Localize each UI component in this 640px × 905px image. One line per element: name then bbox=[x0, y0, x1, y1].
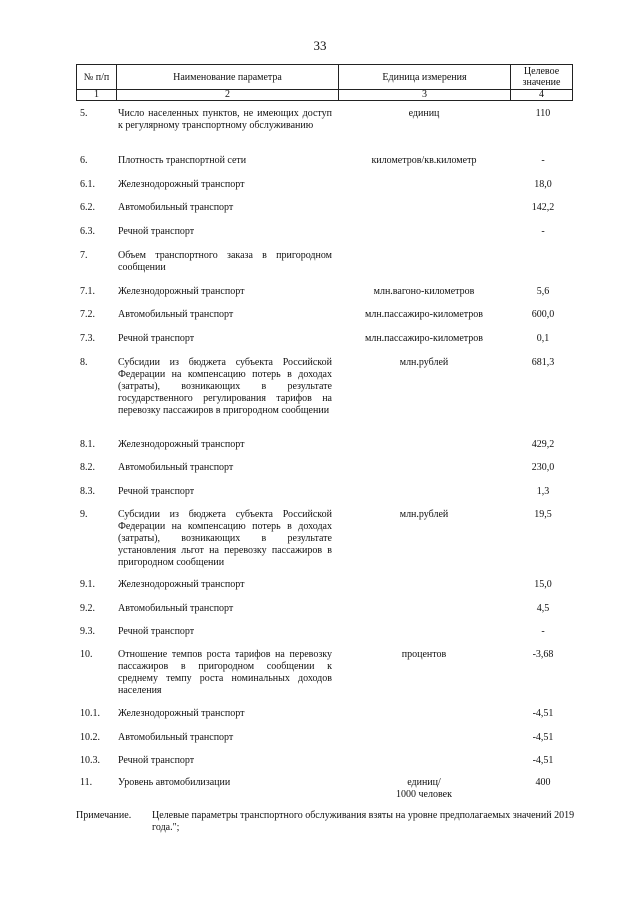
header-unit: Единица измерения bbox=[339, 65, 511, 90]
header-parameter: Наименование параметра bbox=[117, 65, 339, 90]
row-unit: километров/кв.километр bbox=[371, 155, 477, 166]
row-number: 9.2. bbox=[80, 603, 95, 614]
row-number: 5. bbox=[80, 108, 88, 119]
row-name: Речной транспорт bbox=[118, 755, 195, 766]
row-value: 4,5 bbox=[536, 603, 550, 614]
row-number: 11. bbox=[80, 777, 93, 788]
row-value: 142,2 bbox=[531, 202, 555, 213]
row-value: -4,51 bbox=[532, 732, 554, 743]
row-name: Объем транспортного заказа в пригородном сообщении bbox=[118, 250, 332, 273]
row-unit: процентов bbox=[401, 649, 447, 660]
row-unit: млн.рублей bbox=[399, 357, 449, 368]
row-name: Железнодорожный транспорт bbox=[118, 708, 245, 719]
row-value: 5,6 bbox=[536, 286, 550, 297]
row-name: Речной транспорт bbox=[118, 333, 195, 344]
note-label: Примечание. bbox=[76, 810, 132, 821]
row-value: - bbox=[541, 155, 545, 166]
header-number: № п/п bbox=[77, 65, 117, 90]
row-value: 15,0 bbox=[534, 579, 552, 590]
row-value: 681,3 bbox=[531, 357, 555, 368]
row-value: 110 bbox=[535, 108, 551, 119]
row-number: 10.2. bbox=[80, 732, 100, 743]
header-index-4: 4 bbox=[511, 90, 573, 101]
row-name: Речной транспорт bbox=[118, 626, 195, 637]
row-value: 19,5 bbox=[534, 509, 552, 520]
row-number: 7.3. bbox=[80, 333, 95, 344]
row-name: Речной транспорт bbox=[118, 486, 195, 497]
row-unit: млн.рублей bbox=[399, 509, 449, 520]
row-value: 0,1 bbox=[536, 333, 550, 344]
row-value: 18,0 bbox=[534, 179, 552, 190]
row-name: Железнодорожный транспорт bbox=[118, 286, 245, 297]
row-number: 9. bbox=[80, 509, 88, 520]
row-unit: млн.вагоно-километров bbox=[373, 286, 475, 297]
row-value: -4,51 bbox=[532, 708, 554, 719]
row-name: Автомобильный транспорт bbox=[118, 732, 234, 743]
header-index-3: 3 bbox=[339, 90, 511, 101]
row-number: 6.2. bbox=[80, 202, 95, 213]
row-unit: млн.пассажиро-километров bbox=[365, 309, 483, 320]
row-name: Плотность транспортной сети bbox=[118, 155, 247, 166]
row-number: 8.2. bbox=[80, 462, 95, 473]
row-unit-line-2: 1000 человек bbox=[396, 789, 452, 800]
row-value: 1,3 bbox=[536, 486, 550, 497]
row-number: 10. bbox=[80, 649, 93, 660]
page-number: 33 bbox=[313, 38, 327, 53]
row-name: Автомобильный транспорт bbox=[118, 202, 234, 213]
row-name: Автомобильный транспорт bbox=[118, 603, 234, 614]
row-number: 7. bbox=[80, 250, 88, 261]
row-value: 230,0 bbox=[531, 462, 555, 473]
row-name: Автомобильный транспорт bbox=[118, 309, 234, 320]
row-number: 8. bbox=[80, 357, 88, 368]
row-number: 7.2. bbox=[80, 309, 95, 320]
row-name: Речной транспорт bbox=[118, 226, 195, 237]
row-name: Автомобильный транспорт bbox=[118, 462, 234, 473]
row-number: 8.1. bbox=[80, 439, 95, 450]
note-text: Целевые параметры транспортного обслуживания взяты на уровне предполагаемых значений 2019 года."; bbox=[152, 810, 575, 833]
row-value: 400 bbox=[535, 777, 551, 788]
row-number: 7.1. bbox=[80, 286, 95, 297]
row-name: Число населенных пунктов, не имеющих доступ к регулярному транспортному обслуживанию bbox=[118, 108, 332, 131]
row-name: Субсидии из бюджета субъекта Российской Федерации на компенсацию потерь в доходах (затраты), возникающих в результате государственного регулирования тарифов на перевозку пассажиров в пригородном сообщении bbox=[118, 357, 332, 416]
row-unit bbox=[338, 777, 510, 801]
row-name: Отношение темпов роста тарифов на перевозку пассажиров в пригородном сообщении к среднему темпу роста номинальных доходов населения bbox=[118, 649, 332, 696]
row-value: - bbox=[541, 226, 545, 237]
row-unit: единиц bbox=[408, 108, 440, 119]
row-name: Железнодорожный транспорт bbox=[118, 579, 245, 590]
header-index-2: 2 bbox=[117, 90, 339, 101]
row-name: Железнодорожный транспорт bbox=[118, 179, 245, 190]
row-value: - bbox=[541, 626, 545, 637]
row-number: 9.3. bbox=[80, 626, 95, 637]
row-value: -3,68 bbox=[532, 649, 554, 660]
row-number: 6. bbox=[80, 155, 88, 166]
row-value: -4,51 bbox=[532, 755, 554, 766]
row-number: 10.1. bbox=[80, 708, 100, 719]
row-number: 10.3. bbox=[80, 755, 100, 766]
row-number: 8.3. bbox=[80, 486, 95, 497]
row-unit: млн.пассажиро-километров bbox=[365, 333, 483, 344]
row-number: 6.1. bbox=[80, 179, 95, 190]
row-value: 600,0 bbox=[531, 309, 555, 320]
row-number: 9.1. bbox=[80, 579, 95, 590]
row-value: 429,2 bbox=[531, 439, 555, 450]
row-name: Железнодорожный транспорт bbox=[118, 439, 245, 450]
row-number: 6.3. bbox=[80, 226, 95, 237]
row-name: Субсидии из бюджета субъекта Российской Федерации на компенсацию потерь в доходах (затраты), возникающих в результате установления льгот на перевозку пассажиров в пригородном сообщении bbox=[118, 509, 332, 568]
header-target-value: Целевое значение bbox=[511, 65, 573, 90]
header-index-1: 1 bbox=[77, 90, 117, 101]
row-name: Уровень автомобилизации bbox=[118, 777, 231, 788]
table-header bbox=[76, 64, 573, 101]
row-unit-line-1: единиц/ bbox=[407, 777, 441, 788]
